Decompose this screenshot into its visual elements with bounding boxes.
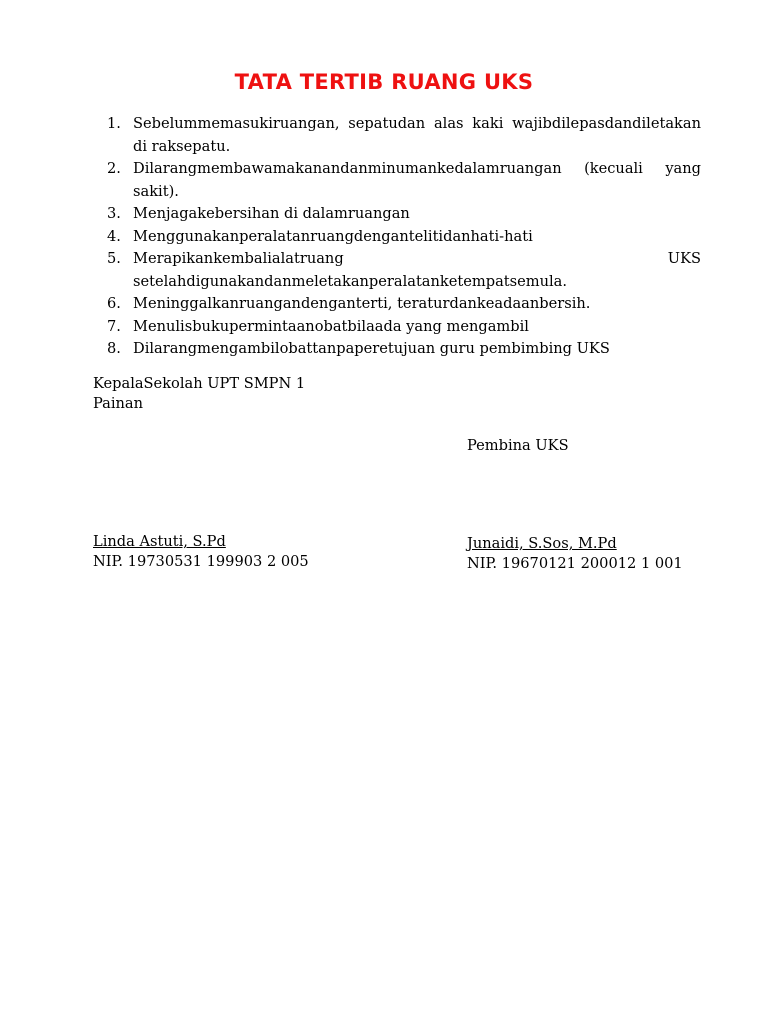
rule-number: 5. — [107, 250, 121, 267]
principal-title: KepalaSekolah UPT SMPN 1 — [93, 375, 306, 392]
supervisor-name: Junaidi, S.Sos, M.Pd — [467, 535, 617, 552]
rule-item — [96, 338, 701, 361]
rule-text: Sebelummemasukiruangan, sepatudan alas kaki wajibdilepasdandiletakan di raksepatu. — [133, 115, 701, 155]
rule-text-part: Merapikankembalialatruang — [133, 250, 344, 267]
supervisor-nip: NIP. 19670121 200012 1 001 — [467, 555, 683, 572]
principal-title-block — [93, 374, 333, 414]
rule-text: Dilarangmengambilobattanpaperetujuan guru pembimbing UKS — [133, 340, 610, 357]
rule-number: 3. — [107, 205, 121, 222]
rule-text-line — [133, 248, 701, 271]
principal-name: Linda Astuti, S.Pd — [93, 533, 226, 550]
rule-number: 6. — [107, 295, 121, 312]
principal-nip: NIP. 19730531 199903 2 005 — [93, 553, 309, 570]
rule-number: 1. — [107, 115, 121, 132]
supervisor-signature-block — [467, 534, 727, 574]
rule-item — [96, 248, 701, 293]
rule-text-continuation: setelahdigunakandanmeletakanperalatanketempatsemula. — [133, 272, 568, 290]
rule-text: Menjagakebersihan di dalamruangan — [133, 205, 410, 222]
principal-school-location: Painan — [93, 395, 144, 412]
rule-text: Dilarangmembawamakanandanminumankedalamruangan (kecuali yang sakit). — [133, 160, 701, 200]
rule-item — [96, 316, 701, 339]
principal-signature-block — [93, 532, 353, 572]
supervisor-title: Pembina UKS — [467, 437, 569, 454]
rule-item — [96, 226, 701, 249]
rule-number: 2. — [107, 160, 121, 177]
rule-item — [96, 113, 701, 158]
document-title: TATA TERTIB RUANG UKS — [234, 70, 534, 94]
rule-item — [96, 293, 701, 316]
rule-item — [96, 203, 701, 226]
rule-text-part: UKS — [667, 250, 701, 267]
rule-number: 8. — [107, 340, 121, 357]
rule-text: Meninggalkanruangandenganterti, teraturdankeadaanbersih. — [133, 295, 591, 312]
rule-text: Menggunakanperalatanruangdengantelitidanhati-hati — [133, 227, 533, 245]
rule-item — [96, 158, 701, 203]
rule-text: Menulisbukupermintaanobatbilaada yang mengambil — [133, 317, 529, 335]
supervisor-title-block — [467, 436, 707, 456]
rule-number: 4. — [107, 227, 121, 245]
rule-number: 7. — [107, 317, 121, 335]
rules-list — [96, 113, 701, 361]
